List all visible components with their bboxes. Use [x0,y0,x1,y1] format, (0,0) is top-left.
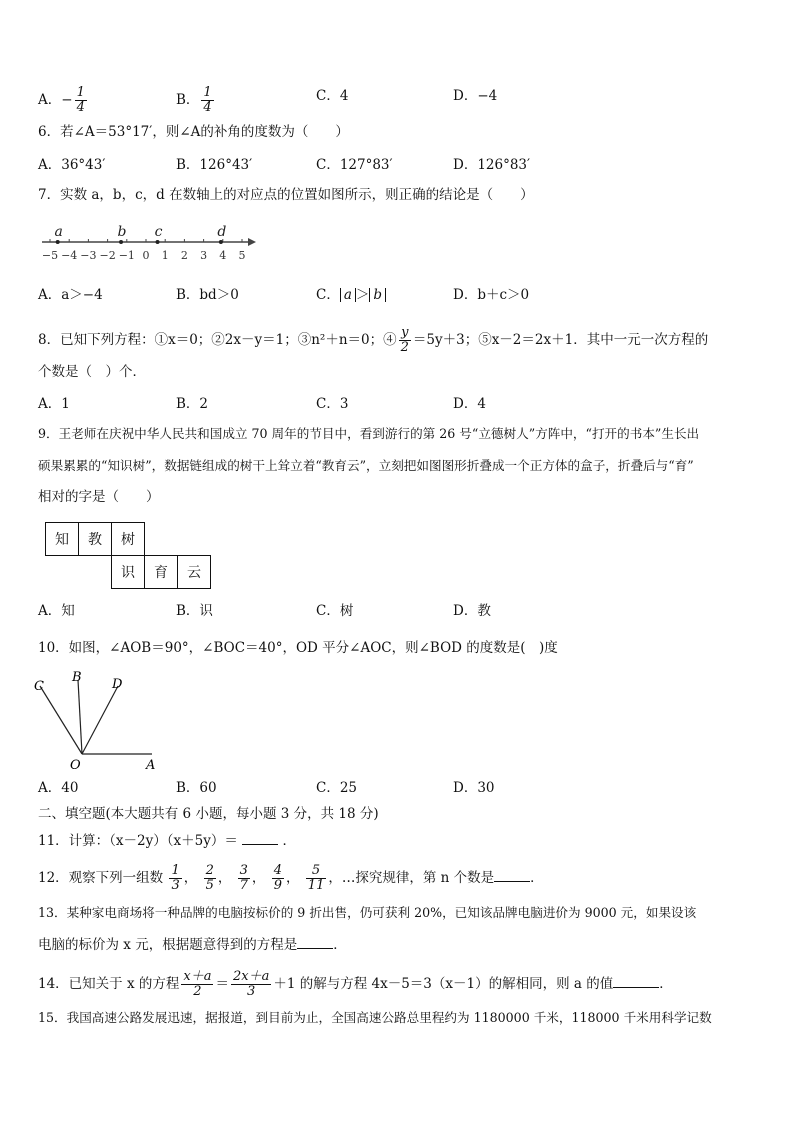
axis-tick-label: −5 [41,249,59,262]
q8-stem-part1: 8．已知下列方程：①x＝0；②2x－y＝1；③n²＋n＝0；④ [38,332,397,348]
equals-sign: ＝ [215,976,229,992]
fraction [181,970,213,999]
q12-stem: 12．观察下列一组数 $\frac{1}{3}$ ， $\frac{2}{5}$ ， $\frac{3}{7}$ ， $\frac{4}{9}$ ， $\frac{5}{11}$ ，…探究规律，第 n 个数是 ． [38,863,544,893]
label-d: D [112,677,123,692]
axis-tick-label: −1 [118,249,135,262]
label-c: C [34,679,44,694]
axis-arrow-icon [248,238,256,246]
q6-option-b[interactable]: B．126°43′ [176,157,253,173]
denominator: 3 [171,878,180,893]
numerator: 2 [205,863,214,878]
q9-stem-line1: 9．王老师在庆祝中华人民共和国成立 70 周年的节目中，看到游行的第 26 号“立德树人”方阵中，“打开的书本”生长出 [38,426,700,441]
angle-figure [30,668,170,774]
axis-tick-label: 2 [180,249,188,262]
empty-cell [145,523,178,556]
q8-option-a[interactable]: A．1 [38,396,70,412]
cube-cell: 育 [145,556,178,589]
q9-option-a[interactable]: A．知 [38,603,75,619]
denominator: 5 [205,878,214,893]
q7-option-a[interactable]: A．a＞−4 [38,287,103,303]
axis-tick-label: 1 [161,249,169,262]
fraction [75,86,87,115]
q7-option-c[interactable] [316,285,386,305]
fraction [169,864,181,893]
section-heading-fill-in: 二、填空题(本大题共有 6 小题，每小题 3 分，共 18 分) [38,806,379,822]
denominator: 3 [231,984,271,999]
denominator: 9 [273,878,282,893]
cube-cell: 云 [178,556,211,589]
axis-tick-label: −4 [61,249,78,262]
point-label: d [217,224,227,240]
point-label: a [54,224,63,240]
cube-cell: 识 [112,556,145,589]
fraction [201,86,213,115]
axis-tick-labels [42,249,246,262]
q10-stem: 10．如图，∠AOB＝90°，∠BOC＝40°，OD 平分∠AOC，则∠BOD 的度数是( )度 [38,640,558,656]
empty-cell [46,556,79,589]
q12-text: 12．观察下列一组数 [38,870,164,886]
number-line-point [119,240,123,244]
q9-option-c[interactable]: C．树 [316,603,354,619]
option-label: C． [316,287,340,303]
point-label: b [117,224,127,240]
q5-option-c[interactable]: C．4 [316,88,349,104]
empty-cell [79,556,112,589]
q7-option-b[interactable]: B．bd＞0 [176,287,239,303]
point-label: c [154,224,163,240]
q5-option-a[interactable] [38,86,89,115]
option-label: A． [38,92,62,108]
numerator: 4 [273,863,282,878]
fraction [306,864,327,893]
answer-blank[interactable] [242,830,278,845]
q8-option-b[interactable]: B．2 [176,396,209,412]
q14-text: 14．已知关于 x 的方程 [38,976,180,992]
answer-blank[interactable] [494,867,530,882]
label-a: A [146,758,156,773]
option-label: B． [176,92,200,108]
denominator: 2 [181,984,213,999]
q8-stem-cont: 个数是（ ）个． [38,364,146,380]
axis-tick-label: 5 [238,249,246,262]
q6-stem: 6．若∠A＝53°17′，则∠A的补角的度数为（ ） [38,124,349,140]
q13-end: ． [333,937,347,953]
q13-stem-line1: 13．某种家电商场将一种品牌的电脑按标价的 9 折出售，仍可获利 20%，已知该品牌电脑进价为 9000 元，如果设该 [38,905,697,920]
numerator: 1 [203,85,212,100]
empty-cell [178,523,211,556]
q8-option-d[interactable]: D．4 [453,396,486,412]
label-o: O [70,758,81,773]
axis-tick-label: −3 [80,249,97,262]
number-line-points [55,224,227,244]
q15-stem-line1: 15．我国高速公路发展迅速，据报道，到目前为止，全国高速公路总里程约为 1180000 千米，118000 千米用科学记数 [38,1010,712,1025]
q8-stem-part2: ＝5y＋3；⑤x－2＝2x＋1．其中一元一次方程的 [412,332,709,348]
axis-tick-label: 4 [219,249,227,262]
q11-stem [38,830,296,851]
q10-option-b[interactable]: B．60 [176,780,217,796]
q8-stem [38,326,708,355]
denominator: 4 [203,100,212,115]
label-b: B [72,670,82,685]
q9-stem-line2: 硕果累累的“知识树”，数据链组成的树干上耸立着“教育云”，立刻把如图图形折叠成一个正方体的盒子，折叠后与“育” [38,458,694,473]
fraction [231,970,271,999]
q11-end: ． [282,833,296,849]
denominator: 2 [400,340,409,355]
q9-option-b[interactable]: B．识 [176,603,213,619]
numerator: x＋a [183,969,212,984]
q8-option-c[interactable]: C．3 [316,396,349,412]
denominator: 7 [239,878,248,893]
numerator: 3 [239,863,248,878]
q14-stem [38,970,673,999]
cube-cell: 教 [79,523,112,556]
q6-option-d[interactable]: D．126°83′ [453,157,531,173]
answer-blank[interactable] [613,973,659,988]
axis-tick-label: 0 [142,249,150,262]
q5-option-b[interactable] [176,86,216,115]
q12-text-after: ，…探究规律，第 n 个数是 [328,870,495,886]
ray-ob [78,680,82,754]
numerator: y [401,325,409,340]
denominator: 4 [76,100,85,115]
fraction [272,864,284,893]
q13-stem-line2 [38,934,347,955]
abs-b: b [369,288,386,302]
fraction [204,864,216,893]
q10-option-d[interactable]: D．30 [453,780,495,796]
ray-oc [40,686,82,754]
cube-net-figure [45,522,211,589]
abs-a: a [340,288,356,302]
q7-option-d[interactable]: D．b＋c＞0 [453,287,530,303]
numerator: 5 [311,863,321,878]
q7-stem: 7．实数 a，b，c，d 在数轴上的对应点的位置如图所示，则正确的结论是（ ） [38,187,534,203]
q9-stem-line3: 相对的字是（ ） [38,489,160,505]
q9-option-d[interactable]: D．教 [453,603,491,619]
numerator: 1 [76,85,85,100]
q10-option-a[interactable]: A．40 [38,780,79,796]
fraction-y-over-2 [399,326,411,355]
number-line-point [219,240,223,244]
q5-option-d[interactable]: D．−4 [453,88,498,104]
q10-option-c[interactable]: C．25 [316,780,358,796]
numerator: 1 [171,863,180,878]
q6-option-c[interactable]: C．127°83′ [316,157,393,173]
answer-blank[interactable] [297,934,333,949]
ray-od [82,686,118,754]
number-line-point [156,240,160,244]
q6-option-a[interactable]: A．36°43′ [38,157,106,173]
greater-than: ＞ [355,287,370,303]
q12-end: ． [530,870,544,886]
axis-tick-label: −2 [99,249,116,262]
cube-cell: 知 [46,523,79,556]
number-line-point [56,240,60,244]
minus-sign: − [61,92,73,108]
fraction [238,864,250,893]
q11-text: 11．计算：（x－2y）（x＋5y）＝ [38,833,238,849]
q14-end: ． [659,976,673,992]
numerator: 2x＋a [232,969,270,984]
q14-text-after: ＋1 的解与方程 4x－5＝3（x－1）的解相同，则 a 的值 [273,976,614,992]
q13-text: 电脑的标价为 x 元，根据题意得到的方程是 [38,937,298,953]
denominator: 11 [307,878,325,893]
axis-tick-label: 3 [200,249,208,262]
number-line-figure [36,218,260,266]
cube-cell: 树 [112,523,145,556]
